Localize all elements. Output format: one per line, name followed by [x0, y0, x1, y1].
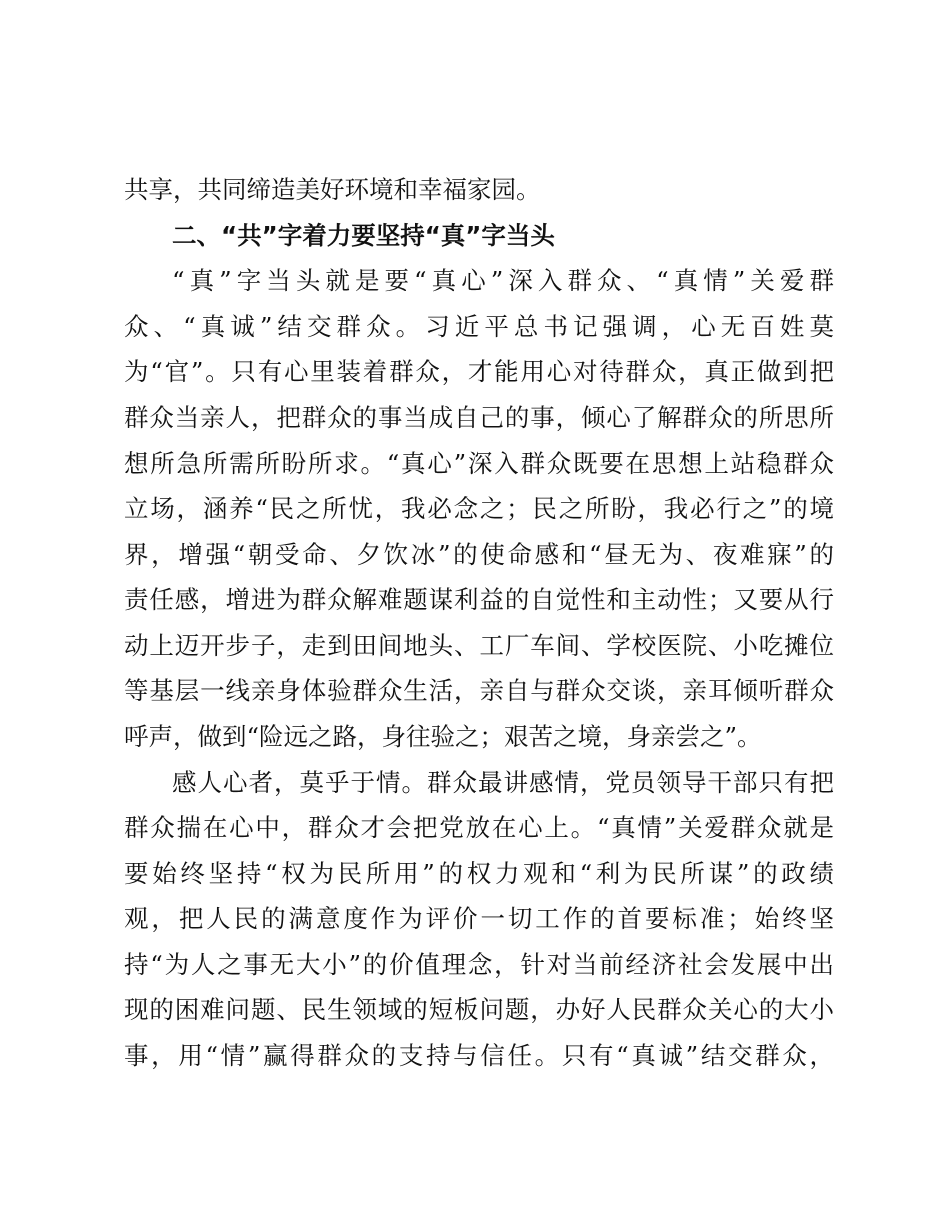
paragraph-line: 观，把人民的满意度作为评价一切工作的首要标准；始终坚 — [124, 904, 834, 933]
lead-line: 共享，共同缔造美好环境和幸福家园。 — [124, 175, 541, 204]
paragraph-line: 动上迈开步子，走到田间地头、工厂车间、学校医院、小吃摊位 — [124, 631, 834, 660]
paragraph-line: 要始终坚持“权为民所用”的权力观和“利为民所谋”的政绩 — [124, 859, 834, 888]
paragraph-line: 想所急所需所盼所求。“真心”深入群众既要在思想上站稳群众 — [124, 449, 834, 478]
paragraph-line: 持“为人之事无大小”的价值理念，针对当前经济社会发展中出 — [124, 950, 834, 979]
paragraph-line: 群众当亲人，把群众的事当成自己的事，倾心了解群众的所思所 — [124, 403, 834, 432]
paragraph-line: 呼声，做到“险远之路，身往验之；艰苦之境，身亲尝之”。 — [124, 722, 762, 751]
paragraph-line: “真”字当头就是要“真心”深入群众、“真情”关爱群 — [172, 266, 834, 295]
section-heading: 二、“共”字着力要坚持“真”字当头 — [172, 221, 555, 250]
paragraph-line: 事，用“情”赢得群众的支持与信任。只有“真诚”结交群众， — [124, 1041, 834, 1070]
paragraph-line: 众、“真诚”结交群众。习近平总书记强调，心无百姓莫 — [124, 312, 834, 341]
paragraph-line: 为“官”。只有心里装着群众，才能用心对待群众，真正做到把 — [124, 357, 834, 386]
paragraph-line: 立场，涵养“民之所忧，我必念之；民之所盼，我必行之”的境 — [124, 494, 834, 523]
paragraph-line: 界，增强“朝受命、夕饮冰”的使命感和“昼无为、夜难寐”的 — [124, 540, 834, 569]
paragraph-line: 感人心者，莫乎于情。群众最讲感情，党员领导干部只有把 — [172, 768, 834, 797]
paragraph-line: 现的困难问题、民生领域的短板问题，办好人民群众关心的大小 — [124, 995, 834, 1024]
paragraph-line: 群众揣在心中，群众才会把党放在心上。“真情”关爱群众就是 — [124, 813, 834, 842]
paragraph-line: 等基层一线亲身体验群众生活，亲自与群众交谈，亲耳倾听群众 — [124, 676, 834, 705]
paragraph-line: 责任感，增进为群众解难题谋利益的自觉性和主动性；又要从行 — [124, 585, 834, 614]
